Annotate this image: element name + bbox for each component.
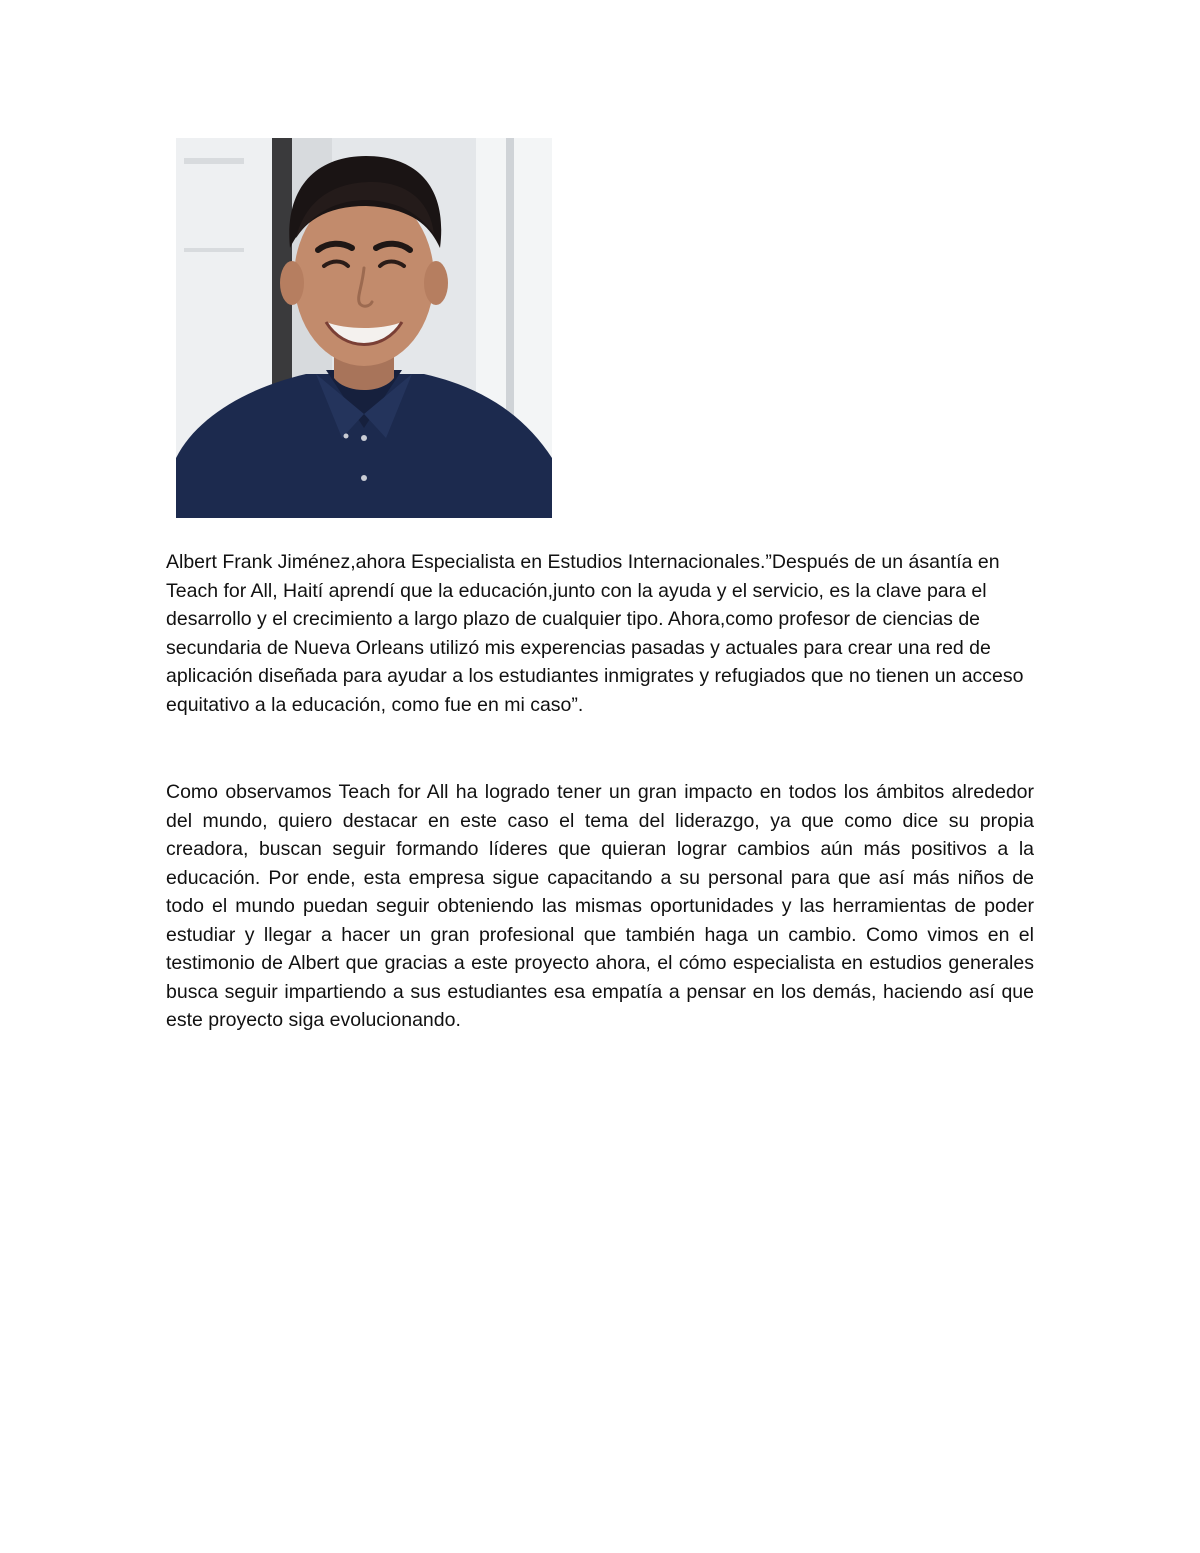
portrait-illustration [176, 138, 552, 518]
portrait-photo [176, 138, 552, 518]
paragraph-commentary: Como observamos Teach for All ha logrado tener un gran impacto en todos los ámbitos alrededor del mundo, quiero destacar en este caso el tema del liderazgo, ya que como dice su propia creadora, buscan seguir formando líderes que quieran lograr cambios aún más positivos a la educación. Por ende, esta empresa sigue capacitando a su personal para que así más niños de todo el mundo puedan seguir obteniendo las mismas oportunidades y las herramientas de poder estudiar y llegar a hacer un gran profesional que también haga un cambio. Como vimos en el testimonio de Albert que gracias a este proyecto ahora, el cómo especialista en estudios generales busca seguir impartiendo a sus estudiantes esa empatía a pensar en los demás, haciendo así que este proyecto siga evolucionando. [166, 781, 1034, 1031]
paragraph-testimonial: Albert Frank Jiménez,ahora Especialista en Estudios Internacionales.”Después de un ásantía en Teach for All, Haití aprendí que la educación,junto con la ayuda y el servicio, es la clave para el desarrollo y el crecimiento a largo plazo de cualquier tipo. Ahora,como profesor de ciencias de secundaria de Nueva Orleans utilizó mis experencias pasadas y actuales para crear una red de aplicación diseñada para ayudar a los estudiantes inmigrates y refugiados que no tienen un acceso equitativo a la educación, como fue en mi caso”. [166, 551, 1024, 716]
